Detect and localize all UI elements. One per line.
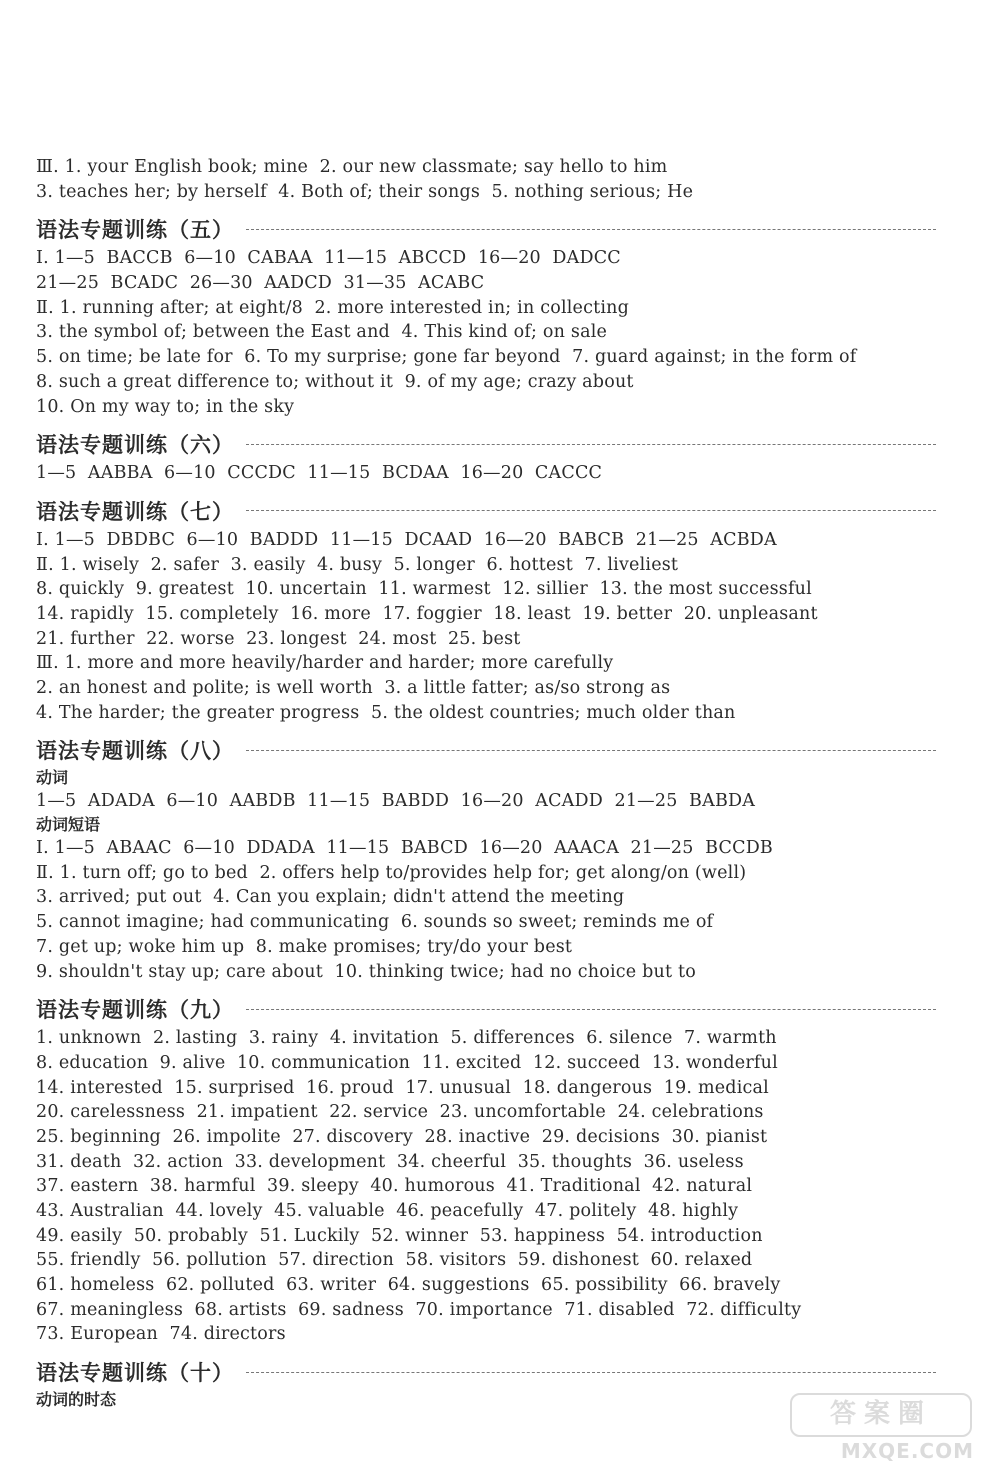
answer-line: 3. teaches her; by herself 4. Both of; their songs 5. nothing serious; He xyxy=(36,181,694,202)
answer-line: 31. death 32. action 33. development 34. cheerful 35. thoughts 36. useless xyxy=(36,1151,744,1172)
watermark-logo: 答案圈 xyxy=(790,1393,972,1437)
answer-line: Ⅰ. 1—5 DBDBC 6—10 BADDD 11—15 DCAAD 16—20 BABCB 21—25 ACBDA xyxy=(36,529,777,550)
answer-line: 5. on time; be late for 6. To my surprise; gone far beyond 7. guard against; in the form of xyxy=(36,347,857,368)
watermark-url: MXQE.COM xyxy=(840,1439,974,1463)
section-heading xyxy=(36,427,936,461)
answer-line: 9. shouldn't stay up; care about 10. thinking twice; had no choice but to xyxy=(36,961,696,982)
section-title: 语法专题训练（十） xyxy=(36,1361,234,1386)
answer-line: 8. quickly 9. greatest 10. uncertain 11. warmest 12. sillier 13. the most successful xyxy=(36,579,812,600)
section-title: 语法专题训练（八） xyxy=(36,739,234,764)
answer-line: 21. further 22. worse 23. longest 24. most 25. best xyxy=(36,628,521,649)
section-continued xyxy=(36,155,936,204)
answer-line: 4. The harder; the greater progress 5. the oldest countries; much older than xyxy=(36,702,736,723)
answer-line: 73. European 74. directors xyxy=(36,1324,286,1345)
section-6 xyxy=(36,427,936,486)
answer-line: 8. education 9. alive 10. communication 11. excited 12. succeed 13. wonderful xyxy=(36,1052,778,1073)
section-heading xyxy=(36,733,936,767)
answer-line: 2. an honest and polite; is well worth 3. a little fatter; as/so strong as xyxy=(36,678,671,698)
section-heading xyxy=(36,992,936,1026)
answer-line: 61. homeless 62. polluted 63. writer 64. suggestions 65. possibility 66. bravely xyxy=(36,1275,781,1296)
dashed-divider xyxy=(246,510,936,511)
answer-line: 10. On my way to; in the sky xyxy=(36,396,295,417)
dashed-divider xyxy=(246,444,936,445)
section-title: 语法专题训练（七） xyxy=(36,499,234,524)
answer-line: 20. carelessness 21. impatient 22. service 23. uncomfortable 24. celebrations xyxy=(36,1102,764,1123)
answer-line: 49. easily 50. probably 51. Luckily 52. winner 53. happiness 54. introduction xyxy=(36,1225,763,1246)
answer-line: 21—25 BCADC 26—30 AADCD 31—35 ACABC xyxy=(36,273,485,294)
answer-line: 1—5 AABBA 6—10 CCCDC 11—15 BCDAA 16—20 CACCC xyxy=(36,463,603,484)
section-title: 语法专题训练（九） xyxy=(36,998,234,1023)
answer-line: Ⅲ. 1. your English book; mine 2. our new classmate; say hello to him xyxy=(36,157,668,177)
answer-line: 37. eastern 38. harmful 39. sleepy 40. humorous 41. Traditional 42. natural xyxy=(36,1176,753,1197)
section-heading xyxy=(36,1355,936,1389)
answer-line: 1. unknown 2. lasting 3. rainy 4. invitation 5. differences 6. silence 7. warmth xyxy=(36,1028,777,1049)
subsection-label: 动词 xyxy=(36,768,69,788)
section-9 xyxy=(36,992,936,1347)
answer-line: Ⅰ. 1—5 BACCB 6—10 CABAA 11—15 ABCCD 16—20 DADCC xyxy=(36,248,621,269)
answer-line: Ⅲ. 1. more and more heavily/harder and harder; more carefully xyxy=(36,653,614,674)
section-title: 语法专题训练（五） xyxy=(36,218,234,243)
dashed-divider xyxy=(246,229,936,230)
answer-line: 8. such a great difference to; without it 9. of my age; crazy about xyxy=(36,371,634,392)
answer-line: Ⅱ. 1. wisely 2. safer 3. easily 4. busy 5. longer 6. hottest 7. liveliest xyxy=(36,554,679,575)
dashed-divider xyxy=(246,1009,936,1010)
answer-page xyxy=(36,155,936,1411)
answer-line: 7. get up; woke him up 8. make promises; try/do your best xyxy=(36,936,573,957)
site-watermark xyxy=(788,1393,978,1463)
answer-line: Ⅱ. 1. turn off; go to bed 2. offers help to/provides help for; get along/on (well) xyxy=(36,862,747,883)
dashed-divider xyxy=(246,750,936,751)
answer-line: 14. interested 15. surprised 16. proud 17. unusual 18. dangerous 19. medical xyxy=(36,1077,769,1098)
section-5 xyxy=(36,212,936,419)
answer-line: 3. arrived; put out 4. Can you explain; didn't attend the meeting xyxy=(36,887,625,908)
answer-line: 55. friendly 56. pollution 57. direction 58. visitors 59. dishonest 60. relaxed xyxy=(36,1250,753,1271)
answer-line: Ⅰ. 1—5 ABAAC 6—10 DDADA 11—15 BABCD 16—20 AAACA 21—25 BCCDB xyxy=(36,838,773,859)
answer-line: 1—5 ADADA 6—10 AABDB 11—15 BABDD 16—20 ACADD 21—25 BABDA xyxy=(36,791,756,812)
dashed-divider xyxy=(246,1372,936,1373)
subsection-label: 动词短语 xyxy=(36,815,101,835)
section-heading xyxy=(36,212,936,246)
answer-line: 5. cannot imagine; had communicating 6. sounds so sweet; reminds me of xyxy=(36,912,714,933)
answer-line: Ⅱ. 1. running after; at eight/8 2. more interested in; in collecting xyxy=(36,297,629,318)
answer-line: 25. beginning 26. impolite 27. discovery 28. inactive 29. decisions 30. pianist xyxy=(36,1126,768,1147)
answer-line: 43. Australian 44. lovely 45. valuable 46. peacefully 47. politely 48. highly xyxy=(36,1201,739,1221)
answer-line: 67. meaningless 68. artists 69. sadness 70. importance 71. disabled 72. difficulty xyxy=(36,1299,802,1320)
subsection-label: 动词的时态 xyxy=(36,1390,117,1410)
answer-line: 3. the symbol of; between the East and 4. This kind of; on sale xyxy=(36,322,608,343)
section-title: 语法专题训练（六） xyxy=(36,433,234,458)
section-7 xyxy=(36,494,936,726)
section-8 xyxy=(36,733,936,984)
section-heading xyxy=(36,494,936,528)
answer-line: 14. rapidly 15. completely 16. more 17. foggier 18. least 19. better 20. unpleasant xyxy=(36,603,818,624)
